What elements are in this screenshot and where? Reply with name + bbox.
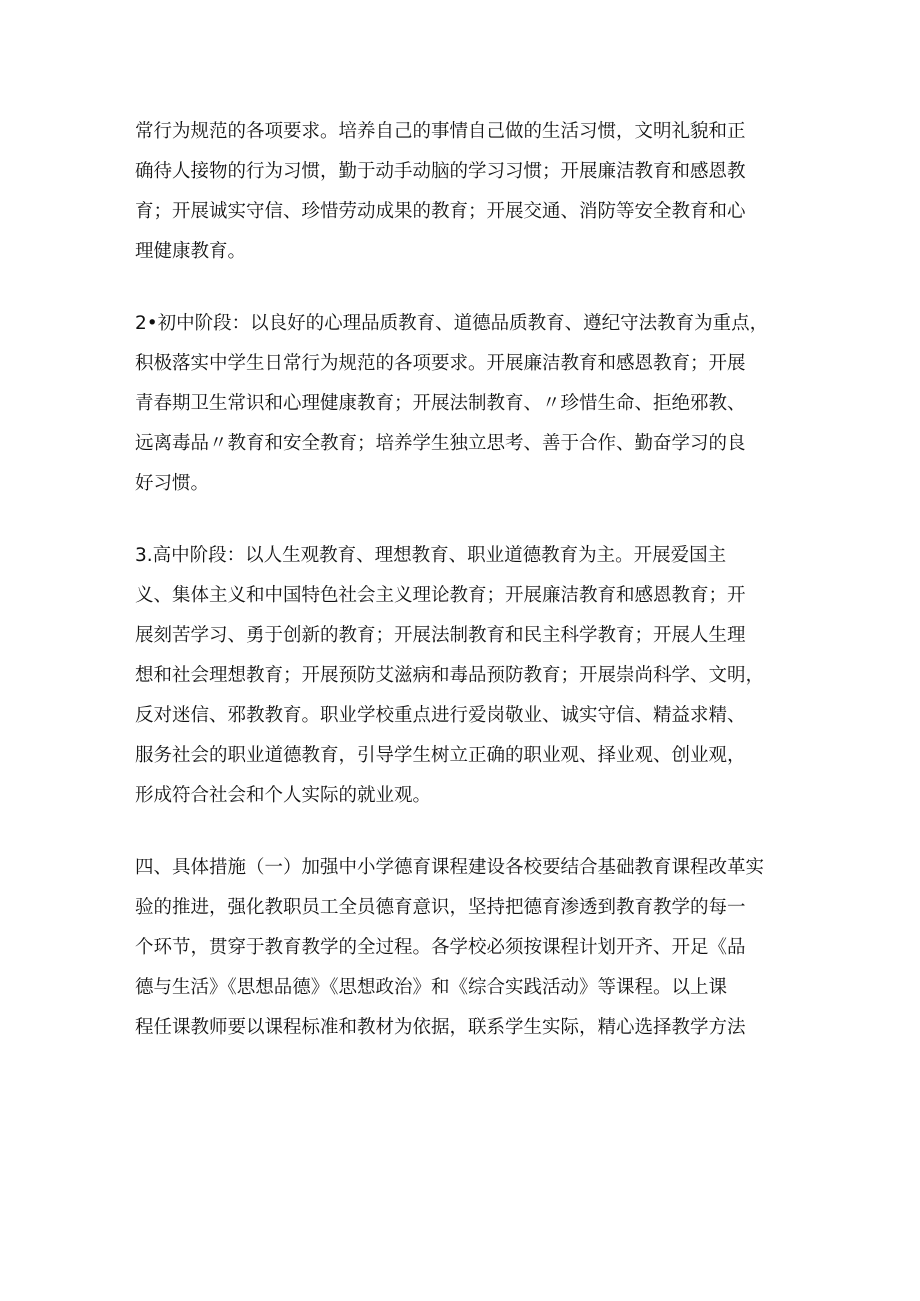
text-line: 远离毒品〃教育和安全教育；培养学生独立思考、善于合作、勤奋学习的良 [135, 433, 746, 454]
text-line: 积极落实中学生日常行为规范的各项要求。开展廉洁教育和感恩教育；开展 [135, 353, 746, 374]
paragraph-spacer [135, 816, 800, 848]
text-line: 验的推进，强化教职员工全员德育意识，坚持把德育渗透到教育教学的每一 [135, 897, 746, 918]
text-line: 育；开展诚实守信、珍惜劳动成果的教育；开展交通、消防等安全教育和心 [135, 201, 746, 222]
text-line: 青春期卫生常识和心理健康教育；开展法制教育、〃珍惜生命、拒绝邪教、 [135, 393, 746, 414]
text-line: 3.高中阶段：以人生观教育、理想教育、职业道德教育为主。开展爱国主 [135, 545, 727, 566]
text-line: 服务社会的职业道德教育，引导学生树立正确的职业观、择业观、创业观， [135, 745, 746, 766]
text-line: 程任课教师要以课程标准和教材为依据，联系学生实际，精心选择教学方法 [135, 1017, 746, 1038]
text-line: 形成符合社会和个人实际的就业观。 [135, 785, 432, 806]
text-line: 常行为规范的各项要求。培养自己的事情自己做的生活习惯，文明礼貌和正 [135, 121, 746, 142]
text-line: 好习惯。 [135, 473, 210, 494]
paragraph-spacer [135, 504, 800, 536]
text-line: 反对迷信、邪教教育。职业学校重点进行爱岗敬业、诚实守信、精益求精、 [135, 705, 746, 726]
text-line: 德与生活》《思想品德》《思想政治》和《综合实践活动》等课程。以上课 [135, 977, 728, 998]
text-line: 四、具体措施（一）加强中小学德育课程建设各校要结合基础教育课程改革实 [135, 857, 765, 878]
text-line: 义、集体主义和中国特色社会主义理论教育；开展廉洁教育和感恩教育；开 [135, 585, 746, 606]
text-line: 想和社会理想教育；开展预防艾滋病和毒品预防教育；开展崇尚科学、文明， [135, 665, 765, 686]
text-line: 确待人接物的行为习惯，勤于动手动脑的学习习惯；开展廉洁教育和感恩教 [135, 161, 746, 182]
text-line: 个环节，贯穿于教育教学的全过程。各学校必须按课程计划开齐、开足《品 [135, 937, 746, 958]
document-body [135, 112, 800, 1048]
text-line: 2•初中阶段：以良好的心理品质教育、道德品质教育、遵纪守法教育为重点， [135, 313, 769, 334]
paragraph-senior-high-stage [135, 536, 800, 816]
paragraph-spacer [135, 272, 800, 304]
text-line: 理健康教育。 [135, 241, 247, 262]
text-line: 展刻苦学习、勇于创新的教育；开展法制教育和民主科学教育；开展人生理 [135, 625, 746, 646]
paragraph-primary-stage-continued [135, 112, 800, 272]
paragraph-junior-high-stage [135, 304, 800, 504]
paragraph-specific-measures [135, 848, 800, 1048]
